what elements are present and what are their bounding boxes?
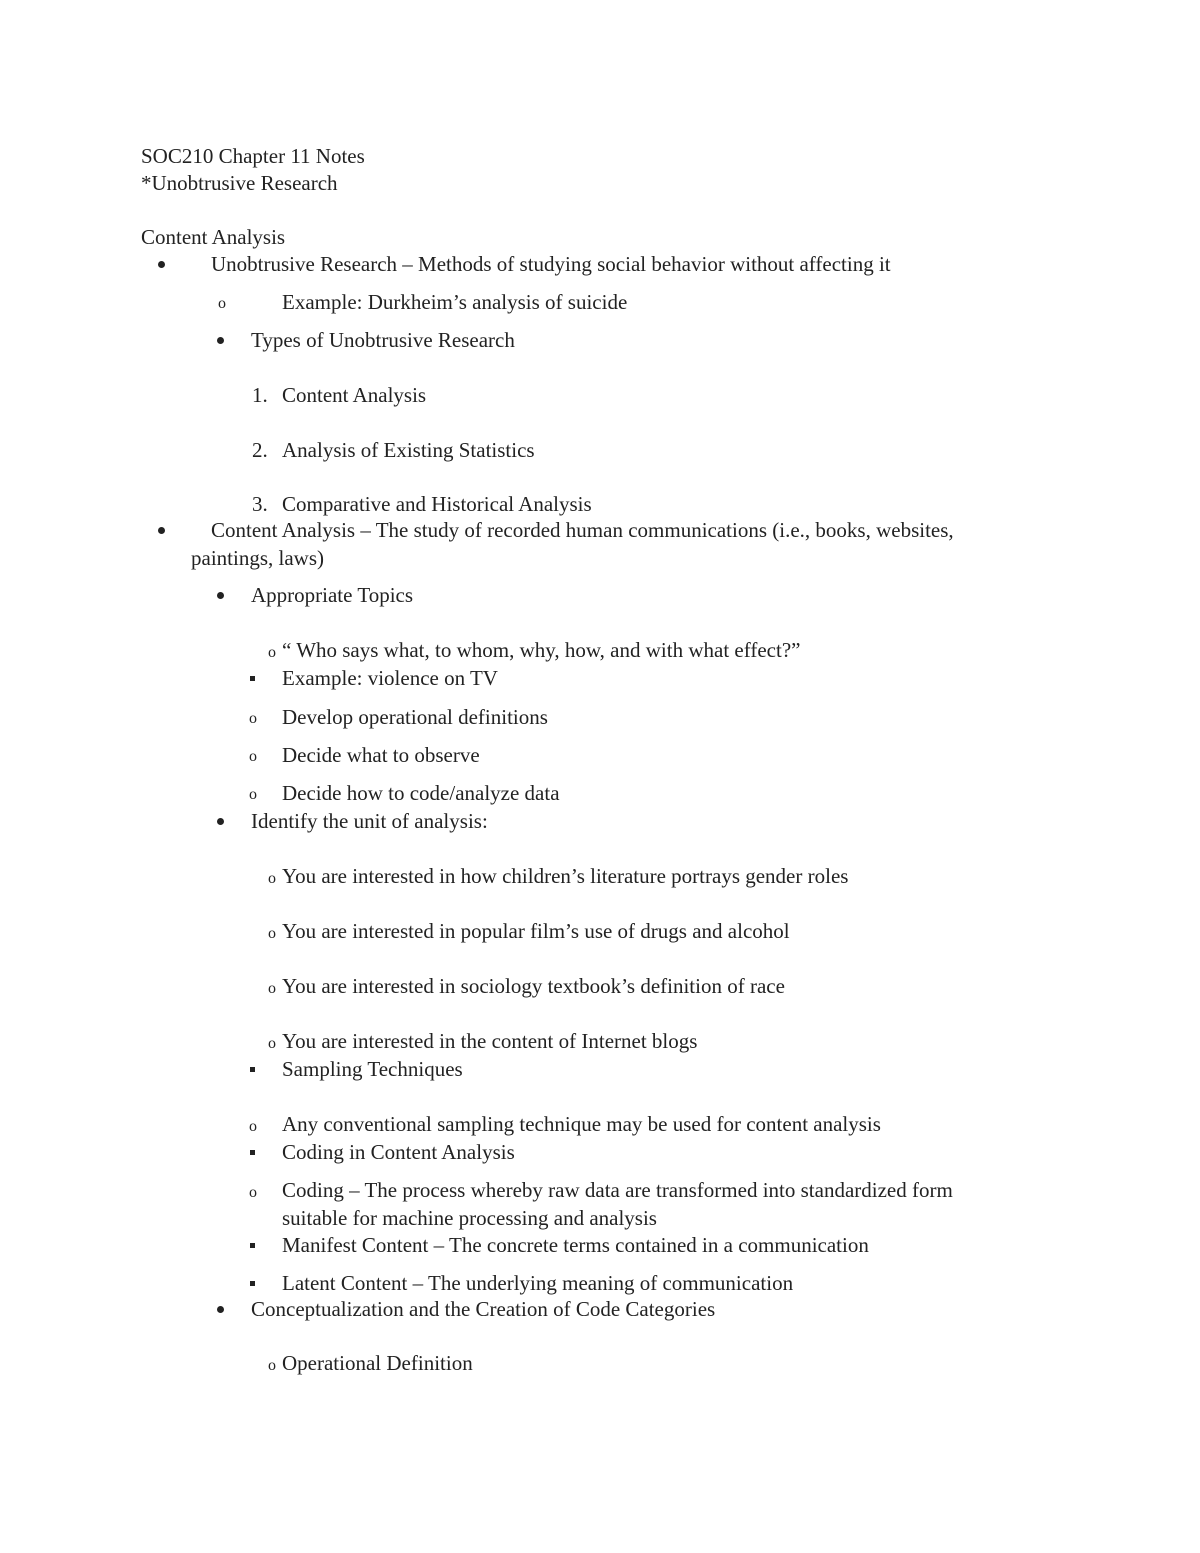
list-item: Manifest Content – The concrete terms contained in a communication <box>282 1233 869 1257</box>
bullet-marker: o <box>268 925 276 942</box>
list-number: 1. <box>252 383 268 407</box>
list-item: Coding in Content Analysis <box>282 1140 515 1164</box>
list-item-continuation: paintings, laws) <box>191 546 324 570</box>
bullet-dot-icon <box>217 818 224 825</box>
list-item: Coding – The process whereby raw data are transformed into standardized form <box>282 1178 953 1202</box>
list-item: Comparative and Historical Analysis <box>282 492 592 516</box>
list-item: You are interested in popular film’s use of drugs and alcohol <box>282 919 790 943</box>
list-item: Develop operational definitions <box>282 705 548 729</box>
square-bullet-icon <box>250 1281 255 1286</box>
bullet-marker: o <box>249 710 257 727</box>
list-item: Analysis of Existing Statistics <box>282 438 535 462</box>
list-item: Conceptualization and the Creation of Code Categories <box>251 1297 716 1321</box>
list-item: Appropriate Topics <box>251 583 414 607</box>
document-subtitle: *Unobtrusive Research <box>141 171 338 195</box>
square-bullet-icon <box>250 676 255 681</box>
list-item: Identify the unit of analysis: <box>251 809 488 833</box>
square-bullet-icon <box>250 1243 255 1248</box>
list-item: Decide how to code/analyze data <box>282 781 560 805</box>
bullet-marker: o <box>218 295 226 312</box>
square-bullet-icon <box>250 1067 255 1072</box>
list-item: Content Analysis <box>282 383 427 407</box>
bullet-marker: o <box>249 786 257 803</box>
list-item: Content Analysis – The study of recorded human communications (i.e., books, websites, <box>211 518 954 542</box>
bullet-dot-icon <box>217 592 224 599</box>
square-bullet-icon <box>250 1150 255 1155</box>
bullet-dot-icon <box>217 1306 224 1313</box>
list-item: You are interested in sociology textbook’s definition of race <box>282 974 785 998</box>
list-item: You are interested in how children’s literature portrays gender roles <box>282 864 849 888</box>
bullet-marker: o <box>268 1357 276 1374</box>
section-heading: Content Analysis <box>141 225 286 249</box>
list-number: 3. <box>252 492 268 516</box>
list-item: Sampling Techniques <box>282 1057 463 1081</box>
list-item: Any conventional sampling technique may be used for content analysis <box>282 1112 881 1136</box>
list-item: You are interested in the content of Internet blogs <box>282 1029 698 1053</box>
bullet-dot-icon <box>217 337 224 344</box>
list-item: Example: violence on TV <box>282 666 498 690</box>
list-item: Latent Content – The underlying meaning of communication <box>282 1271 794 1295</box>
bullet-marker: o <box>268 870 276 887</box>
list-item: Types of Unobtrusive Research <box>251 328 515 352</box>
list-item: Operational Definition <box>282 1351 473 1375</box>
list-item: Example: Durkheim’s analysis of suicide <box>282 290 628 314</box>
bullet-marker: o <box>249 1118 257 1135</box>
bullet-marker: o <box>249 1184 257 1201</box>
bullet-marker: o <box>249 748 257 765</box>
bullet-marker: o <box>268 1035 276 1052</box>
list-item: Decide what to observe <box>282 743 480 767</box>
document-title: SOC210 Chapter 11 Notes <box>141 144 365 168</box>
bullet-marker: o <box>268 980 276 997</box>
list-item: “ Who says what, to whom, why, how, and with what effect?” <box>282 638 801 662</box>
list-item-continuation: suitable for machine processing and analysis <box>282 1206 657 1230</box>
bullet-dot-icon <box>158 261 165 268</box>
list-item: Unobtrusive Research – Methods of studying social behavior without affecting it <box>211 252 891 276</box>
bullet-marker: o <box>268 644 276 661</box>
list-number: 2. <box>252 438 268 462</box>
bullet-dot-icon <box>158 527 165 534</box>
